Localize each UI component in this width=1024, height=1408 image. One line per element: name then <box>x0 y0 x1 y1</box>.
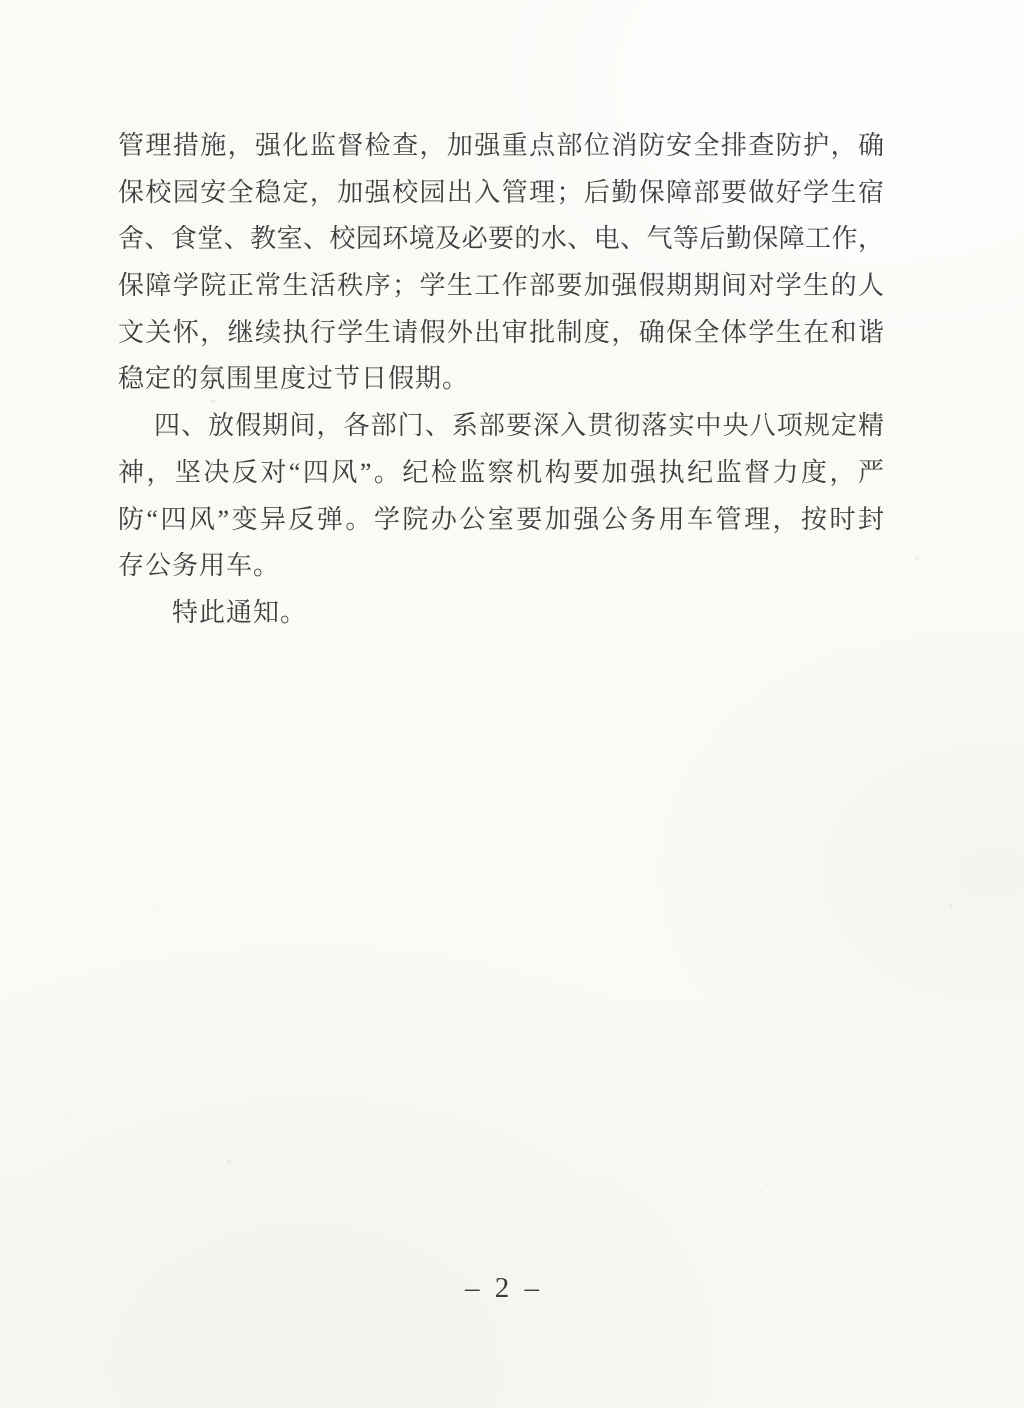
page-number: – 2 – <box>465 1272 543 1304</box>
document-line: 保障学院正常生活秩序；学生工作部要加强假期期间对学生的人 <box>118 271 884 301</box>
document-line: 存公务用车。 <box>118 551 281 581</box>
document-line: 管理措施，强化监督检查，加强重点部位消防安全排查防护，确 <box>118 131 884 160</box>
document-line: 保校园安全稳定，加强校园出入管理；后勤保障部要做好学生宿 <box>118 177 884 207</box>
document-line: 文关怀，继续执行学生请假外出审批制度，确保全体学生在和谐 <box>118 317 884 347</box>
document-line: 舍、食堂、教室、校园环境及必要的水、电、气等后勤保障工作， <box>118 224 884 254</box>
document-line: 稳定的氛围里度过节日假期。 <box>118 364 470 394</box>
document-line: 特此通知。 <box>172 597 308 627</box>
document-body <box>118 123 884 637</box>
document-line: 防“四风”变异反弹。学院办公室要加强公务用车管理，按时封 <box>118 504 884 534</box>
document-line: 神，坚决反对“四风”。纪检监察机构要加强执纪监督力度，严 <box>118 457 884 487</box>
document-line: 四、放假期间，各部门、系部要深入贯彻落实中央八项规定精 <box>154 411 884 441</box>
